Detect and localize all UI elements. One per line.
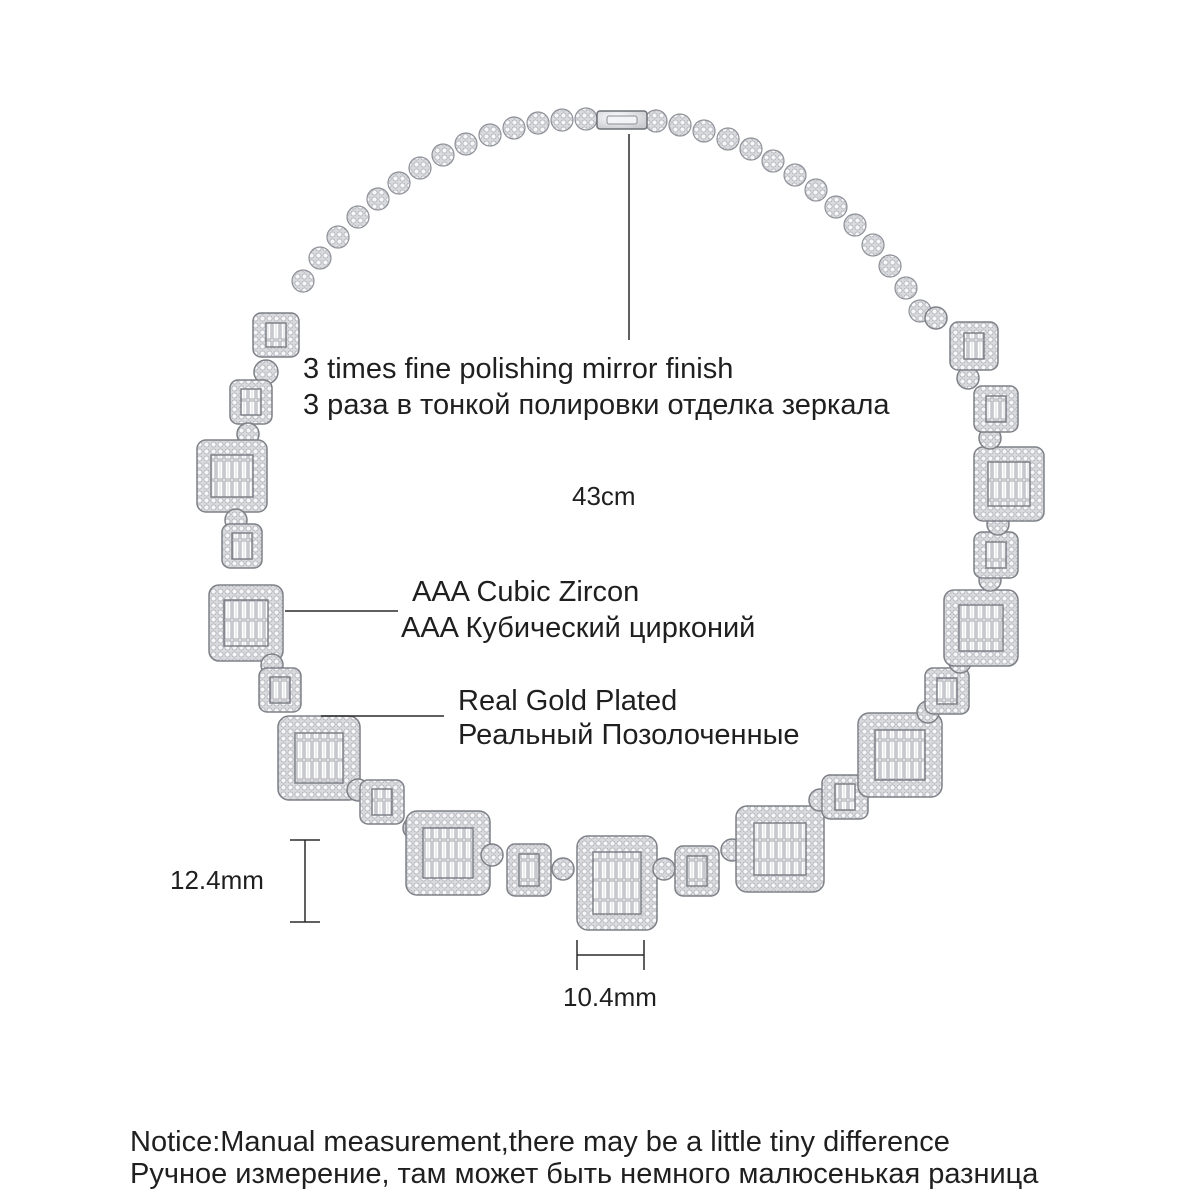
finish-label-ru: 3 раза в тонкой полировки отделка зеркала <box>303 389 890 421</box>
notice-en: Notice:Manual measurement,there may be a little tiny difference <box>130 1126 950 1158</box>
stone-height-label: 12.4mm <box>170 865 264 895</box>
notice-ru: Ручное измерение, там может быть немного малюсенькая разница <box>130 1158 1039 1190</box>
zircon-label-ru: AAA Кубический цирконий <box>401 612 756 644</box>
length-label: 43cm <box>572 481 636 511</box>
chain-links <box>292 108 931 322</box>
clasp <box>597 111 647 129</box>
zircon-label-en: AAA Cubic Zircon <box>412 576 640 608</box>
stone-width-label: 10.4mm <box>563 982 657 1012</box>
gold-plated-label-ru: Реальный Позолоченные <box>458 719 800 751</box>
finish-label-en: 3 times fine polishing mirror finish <box>303 353 734 385</box>
gold-plated-label-en: Real Gold Plated <box>458 685 678 717</box>
